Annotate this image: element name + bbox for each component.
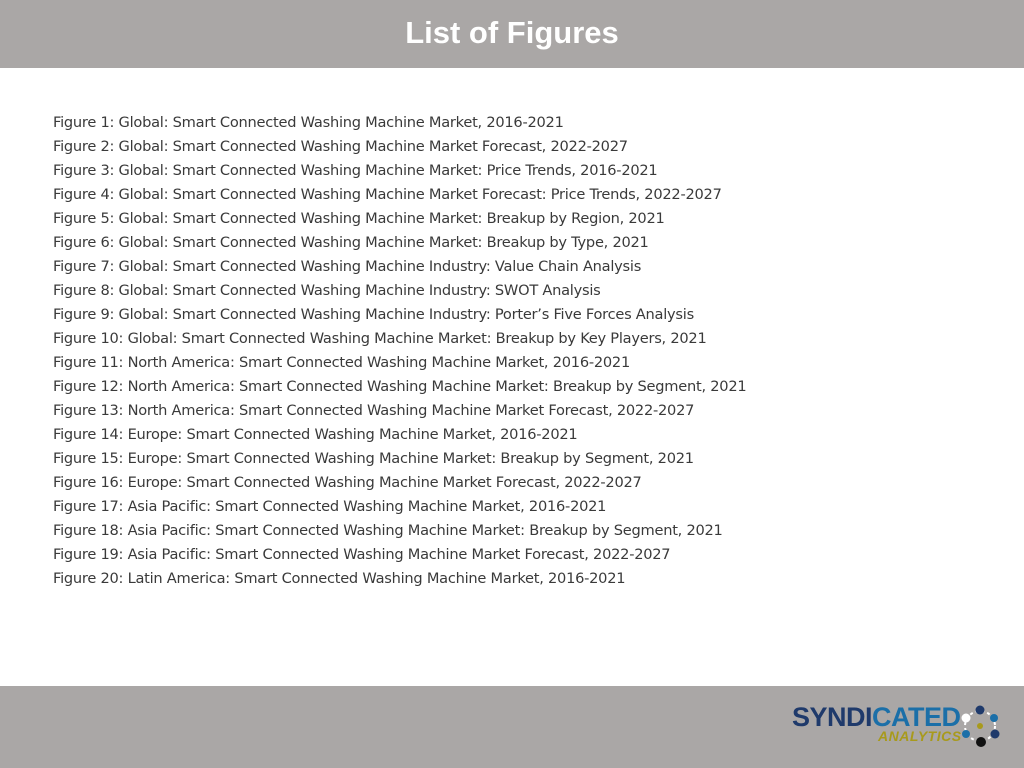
figure-item-6: Figure 6: Global: Smart Connected Washing Machine Market: Breakup by Type, 2021: [53, 234, 649, 251]
syndicated-analytics-logo: [792, 702, 1002, 752]
figure-item-11: Figure 11: North America: Smart Connected Washing Machine Market, 2016-2021: [53, 354, 631, 371]
page-title: List of Figures: [405, 15, 619, 50]
figure-item-15: Figure 15: Europe: Smart Connected Washing Machine Market: Breakup by Segment, 2021: [53, 450, 694, 467]
figure-item-8: Figure 8: Global: Smart Connected Washing Machine Industry: SWOT Analysis: [53, 282, 601, 299]
figure-item-13: Figure 13: North America: Smart Connected Washing Machine Market Forecast, 2022-2027: [53, 402, 695, 419]
figure-item-10: Figure 10: Global: Smart Connected Washing Machine Market: Breakup by Key Players, 2021: [53, 330, 707, 347]
figure-item-1: Figure 1: Global: Smart Connected Washing Machine Market, 2016-2021: [53, 114, 564, 131]
molecule-ring-logo-icon: [958, 704, 1002, 748]
figure-item-5: Figure 5: Global: Smart Connected Washing Machine Market: Breakup by Region, 2021: [53, 210, 665, 227]
figure-item-14: Figure 14: Europe: Smart Connected Washing Machine Market, 2016-2021: [53, 426, 578, 443]
figure-item-12: Figure 12: North America: Smart Connected Washing Machine Market: Breakup by Segment, 2021: [53, 378, 747, 395]
figure-item-18: Figure 18: Asia Pacific: Smart Connected Washing Machine Market: Breakup by Segment, 2021: [53, 522, 723, 539]
logo-wordmark-part-b: CATED: [872, 702, 961, 732]
figure-item-20: Figure 20: Latin America: Smart Connected Washing Machine Market, 2016-2021: [53, 570, 626, 587]
figure-item-7: Figure 7: Global: Smart Connected Washing Machine Industry: Value Chain Analysis: [53, 258, 642, 275]
figure-item-17: Figure 17: Asia Pacific: Smart Connected Washing Machine Market, 2016-2021: [53, 498, 607, 515]
figure-item-19: Figure 19: Asia Pacific: Smart Connected Washing Machine Market Forecast, 2022-2027: [53, 546, 671, 563]
figure-item-9: Figure 9: Global: Smart Connected Washing Machine Industry: Porter’s Five Forces Analysis: [53, 306, 694, 323]
header-bar: [0, 0, 1024, 68]
logo-wordmark-part-a: SYNDI: [792, 702, 873, 732]
figure-item-16: Figure 16: Europe: Smart Connected Washing Machine Market Forecast, 2022-2027: [53, 474, 642, 491]
figure-item-3: Figure 3: Global: Smart Connected Washing Machine Market: Price Trends, 2016-2021: [53, 162, 658, 179]
figure-item-2: Figure 2: Global: Smart Connected Washing Machine Market Forecast, 2022-2027: [53, 138, 628, 155]
footer-bar: [0, 686, 1024, 768]
figure-list: [53, 111, 746, 591]
figure-item-4: Figure 4: Global: Smart Connected Washing Machine Market Forecast: Price Trends, 2022-2027: [53, 186, 722, 203]
logo-wordmark-bottom: ANALYTICS: [878, 728, 962, 744]
